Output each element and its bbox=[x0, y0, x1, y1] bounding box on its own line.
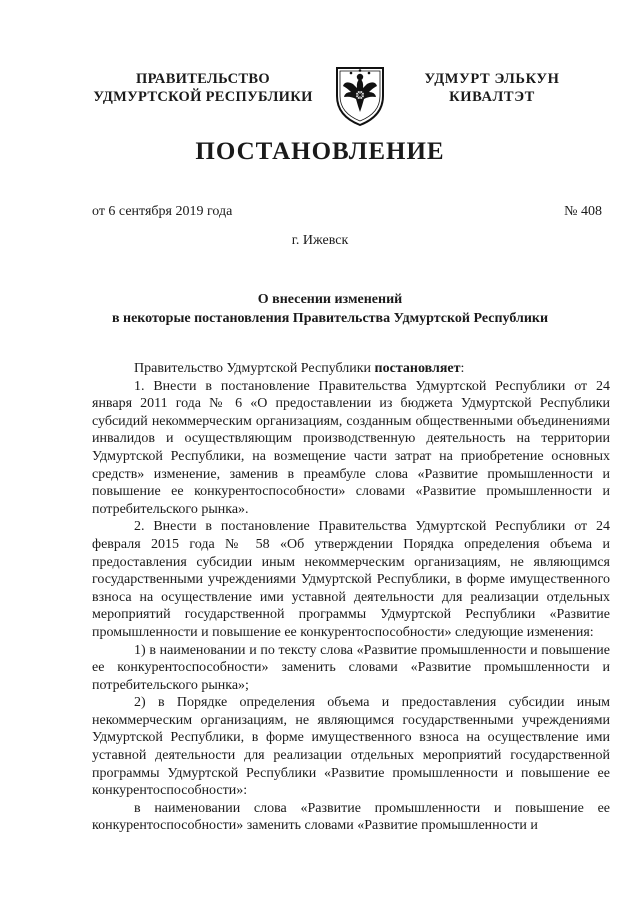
document-date: от 6 сентября 2019 года bbox=[92, 204, 233, 219]
org-left-line2: УДМУРТСКОЙ РЕСПУБЛИКИ bbox=[93, 89, 313, 105]
intro-suffix: : bbox=[460, 361, 465, 376]
document-subject bbox=[60, 290, 600, 328]
document-city: г. Ижевск bbox=[291, 233, 349, 248]
paragraph-4: 2) в Порядке определения объема и предоставления субсидии иным некоммерческим организациям, не являющимся государственными учреждениями Удмуртской Республики, в форме имущественного взноса на осуществление ими уставной деятельности для реализации отдельных мероприятий государственной программы Удмуртской Республики «Развитие промышленности и повышение ее конкурентоспособности»: bbox=[92, 695, 610, 799]
intro-bold: постановляет bbox=[374, 361, 461, 376]
paragraph-5: в наименовании слова «Развитие промышленности и повышение ее конкурентоспособности» заменить словами «Развитие промышленности и bbox=[92, 800, 610, 834]
coat-of-arms-icon bbox=[331, 62, 389, 128]
paragraph-2: 2. Внести в постановление Правительства Удмуртской Республики от 24 февраля 2015 года № 58 «Об утверждении Порядка определения объема и предоставления субсидии иным некоммерческим организациям, не являющимся государственными учреждениями Удмуртской Республики, в форме имущественного взноса на осуществление ими уставной деятельности для реализации отдельных мероприятий государственной программы Удмуртской Республики «Развитие промышленности и повышение ее конкурентоспособности» следующие изменения: bbox=[92, 519, 610, 640]
organization-name-russian bbox=[78, 70, 328, 106]
document-body bbox=[92, 360, 610, 835]
org-right-line1: УДМУРТ ЭЛЬКУН bbox=[424, 71, 560, 87]
document-header bbox=[0, 62, 640, 132]
document-title: ПОСТАНОВЛЕНИЕ bbox=[195, 138, 445, 165]
org-left-line1: ПРАВИТЕЛЬСТВО bbox=[136, 71, 270, 87]
subject-line1: О внесении изменений bbox=[257, 292, 403, 307]
org-right-line2: КИВАЛТЭТ bbox=[449, 89, 535, 105]
subject-line2: в некоторые постановления Правительства Удмуртской Республики bbox=[111, 311, 549, 326]
paragraph-3: 1) в наименовании и по тексту слова «Развитие промышленности и повышение ее конкурентоспособности» заменить словами «Развитие промышленности и потребительского рынка»; bbox=[92, 642, 610, 693]
organization-name-udmurt bbox=[402, 70, 582, 106]
intro-paragraph bbox=[92, 360, 610, 378]
intro-prefix: Правительство Удмуртской Республики bbox=[134, 361, 375, 376]
document-number: № 408 bbox=[564, 204, 602, 219]
paragraph-1: 1. Внести в постановление Правительства Удмуртской Республики от 24 января 2011 года № 6 «О предоставлении из бюджета Удмуртской Республики субсидий некоммерческим организациям, созданным общественными объединениями инвалидов и осуществляющим производственную деятельность на территории Удмуртской Республики, на возмещение части затрат на приобретение основных средств» изменение, заменив в преамбуле слова «Развитие промышленности и повышение ее конкурентоспособности» словами «Развитие промышленности и потребительского рынка». bbox=[92, 378, 610, 517]
